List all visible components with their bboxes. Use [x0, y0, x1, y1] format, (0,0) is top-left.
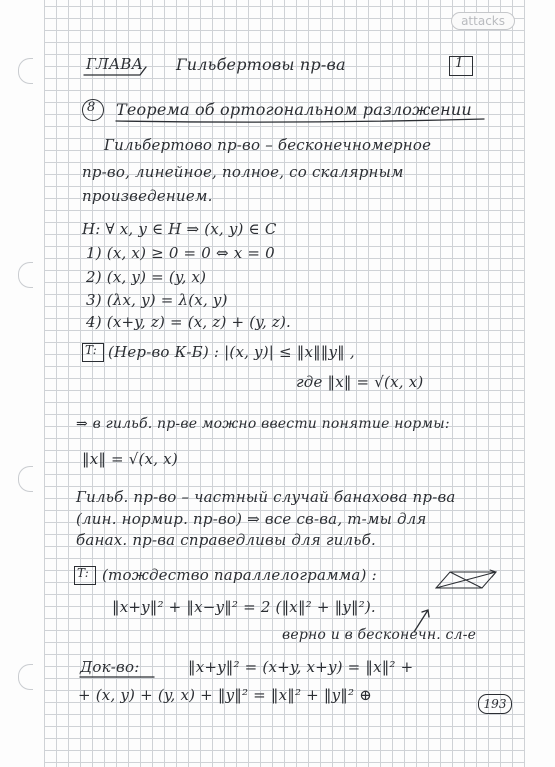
text-line: (лин. нормир. пр-во) ⇒ все св-ва, т-мы для [76, 510, 427, 528]
theorem-title: (тождество параллелограмма) : [102, 566, 377, 584]
proof-line: ‖x+y‖² = (x+y, x+y) = ‖x‖² + [188, 658, 414, 676]
inequality-line: (Нер-во К-Б) : |(x, y)| ≤ ‖x‖‖y‖ , [108, 343, 355, 361]
section-mark: 8 [87, 100, 96, 115]
text-line: произведением. [82, 187, 213, 205]
watermark: attacks [451, 12, 515, 30]
formula-line: H: ∀ x, y ∈ H ⇒ (x, y) ∈ C [82, 220, 277, 238]
page-number: 193 [478, 694, 512, 714]
proof-label: Док-во: [80, 658, 140, 676]
norm-definition: где ‖x‖ = √(x, x) [296, 373, 424, 391]
chapter-label: ГЛАВА [86, 55, 144, 73]
sheet-number: 1 [455, 56, 464, 71]
axiom-2: 2) (x, y) = (y, x) [86, 268, 207, 286]
pointer-arrow [414, 610, 429, 632]
text-line: банах. пр-ва справедливы для гильб. [76, 531, 376, 549]
parallelogram-sketch [436, 570, 496, 588]
axiom-3: 3) (λx, y) = λ(x, y) [86, 291, 228, 309]
identity-formula: ‖x+y‖² + ‖x−y‖² = 2 (‖x‖² + ‖y‖²). [112, 598, 376, 616]
axiom-1: 1) (x, x) ≥ 0 = 0 ⇔ x = 0 [86, 244, 275, 262]
chapter-topic: Гильбертовы пр-ва [176, 55, 346, 74]
theorem-title: Теорема об ортогональном разложении [116, 100, 472, 119]
axiom-4: 4) (x+y, z) = (x, z) + (y, z). [86, 313, 292, 331]
title-underline [116, 119, 484, 122]
text-line: Гильбертово пр-во – бесконечномерное [104, 136, 432, 154]
text-line: ⇒ в гильб. пр-ве можно ввести понятие нормы: [76, 416, 450, 432]
theorem-mark: T: [77, 566, 90, 580]
theorem-mark: T: [85, 343, 98, 357]
text-line: Гильб. пр-во – частный случай банахова пр-ва [76, 488, 456, 506]
note-line: верно и в бесконечн. сл-е [282, 627, 477, 643]
norm-formula: ‖x‖ = √(x, x) [82, 450, 178, 468]
header-underline [84, 67, 146, 75]
proof-line: + (x, y) + (y, x) + ‖y‖² = ‖x‖² + ‖y‖² ⊕ [78, 686, 372, 704]
text-line: пр-во, линейное, полное, со скалярным [82, 163, 404, 181]
